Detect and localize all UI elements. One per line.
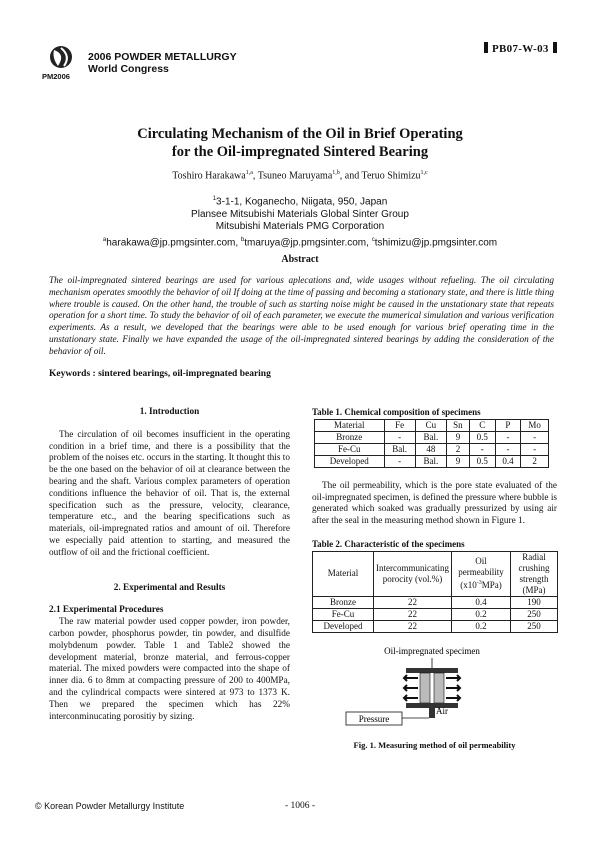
table-cell: 22 (374, 608, 452, 620)
table-cell: 2 (521, 455, 549, 467)
table-header: Fe (384, 419, 415, 431)
table-row (313, 608, 558, 620)
table-cell: 0.4 (451, 596, 510, 608)
table-header: Mo (521, 419, 549, 431)
page-number: - 1006 - (284, 801, 316, 811)
table-cell: - (384, 431, 415, 443)
table-cell: Developed (315, 455, 385, 467)
perm-header-post: MPa) (481, 580, 502, 591)
perm-header-pre: Oil permeability (x10 (458, 556, 504, 591)
table-row (315, 431, 549, 443)
author-name: Toshiro Harakawa (172, 170, 246, 182)
table-header: Radial crushing strength (MPa) (510, 551, 557, 596)
affiliation-sup: 1 (212, 196, 217, 202)
author-sup: 1,c (420, 170, 428, 176)
table-header: Cu (415, 419, 446, 431)
table-cell: 0.2 (451, 620, 510, 632)
author-sup: 1,b (332, 170, 340, 176)
figure-label-pressure: Pressure (358, 713, 390, 724)
table-cell: - (384, 455, 415, 467)
author-separator: , (252, 170, 258, 182)
table-row (313, 620, 558, 632)
table-cell: 9 (446, 455, 469, 467)
table-cell: Bronze (313, 596, 374, 608)
table-row (313, 596, 558, 608)
table-row (313, 551, 558, 596)
email-text[interactable]: tmaruya@jp.pmgsinter.com (244, 236, 367, 248)
table-cell: 0.2 (451, 608, 510, 620)
procedures-subheading: 2.1 Experimental Procedures (49, 605, 164, 616)
table-cell: - (495, 443, 521, 455)
table-cell: 22 (374, 596, 452, 608)
right-column (312, 407, 557, 752)
figure-label-specimen: Oil-impregnated specimen (384, 645, 480, 656)
table-header: C (469, 419, 495, 431)
email-sup: a (102, 236, 107, 243)
figure-label-air: Air (436, 705, 448, 716)
left-column (49, 407, 290, 723)
conference-name (88, 51, 237, 75)
table-cell: 48 (415, 443, 446, 455)
intro-paragraph: The circulation of oil becomes insufficient in the operating condition in a brief time, and there is a possibility that the problem of the noises etc. occurs in the starting. It thought this to be the one based on the behavior of oil at clearance between the bearing and the shaft. Various complex parameters of operation conditions influence the behavior of oil. That is, the external specification such as the pressure, velocity, clearance, temperature etc., and the bearing specifications such as materials, oil-impregnated ratios and amount of oil. Therefore we especially paid attention to starting, and measured the outflow of oil and the frictional coefficient. (49, 429, 290, 558)
title-line2: for the Oil-impregnated Sintered Bearing (171, 144, 429, 160)
conference-line1: 2006 POWDER METALLURGY (88, 51, 237, 63)
table-header: P (495, 419, 521, 431)
intro-heading: 1. Introduction (139, 407, 200, 417)
table-cell: Bronze (315, 431, 385, 443)
email-separator: , (366, 236, 372, 248)
table-cell: Bal. (415, 455, 446, 467)
table-header: Material (313, 551, 374, 596)
affiliation-org1: Plansee Mitsubishi Materials Global Sinter Group (191, 208, 409, 220)
email-text[interactable]: tshimizu@jp.pmgsinter.com (374, 236, 498, 248)
figure1-diagram (312, 642, 557, 730)
table-row (315, 443, 549, 455)
permeability-paragraph: The oil permeability, which is the pore state evaluated of the oil-impregnated specimen, is defined the pressure where bubble is generated which soaked was gradually pressurized by using air after the seal in the measuring method shown in Figure 1. (312, 480, 557, 527)
table-header: Material (315, 419, 385, 431)
table-header: Intercommunicating porocity (vol.%) (374, 551, 452, 596)
author-separator: , and (339, 170, 362, 182)
table1-caption: Table 1. Chemical composition of specimens (312, 407, 481, 417)
affiliation-address (0, 193, 600, 209)
table-cell: 9 (446, 431, 469, 443)
author-sup: 1,a (245, 170, 253, 176)
table-cell: - (521, 431, 549, 443)
email-separator: , (235, 236, 241, 248)
table-cell: - (495, 431, 521, 443)
table-cell: 190 (510, 596, 557, 608)
table-cell: Fe-Cu (315, 443, 385, 455)
table1 (314, 419, 549, 468)
paper-id-text: PB07-W-03 (492, 43, 549, 55)
address-text: 3-1-1, Koganecho, Niigata, 950, Japan (216, 196, 388, 208)
table-cell: Developed (313, 620, 374, 632)
email-sup: c (371, 236, 375, 243)
table-cell: 0.4 (495, 455, 521, 467)
table2 (312, 551, 558, 633)
table-row (315, 419, 549, 431)
table-header: Sn (446, 419, 469, 431)
table-cell: 0.5 (469, 431, 495, 443)
title-line1: Circulating Mechanism of the Oil in Brief Operating (137, 126, 463, 142)
copyright: © Korean Powder Metallurgy Institute (35, 801, 185, 811)
logo-text: PM2006 (42, 72, 70, 81)
email-sup: b (240, 236, 245, 243)
author-name: Tsuneo Maruyama (257, 170, 333, 182)
abstract-text: The oil-impregnated sintered bearings are used for various aplecations and, wide usages without refueling. The oil circulating mechanism operates smoothly the behavior of oil If doing at the time of passing and becoming a stationary state, and there is little thing where trouble is caused. On the other hand, the trouble of such as starting noise might be caused in the unstationary state that repeats operation for a short time. To study the behavior of oil of each parameter, we execute the mumerical simulation and various verification experiments. As a result, we developed that the bearings were able to be used enough for various brief operating time in the unstationary state. Finally we have expanded the usage of the oil-impregnated sintered bearings by adding the consideration of the behavior of oil. (49, 276, 554, 357)
table-cell: 2 (446, 443, 469, 455)
keywords: Keywords : sintered bearings, oil-impregnated bearing (49, 369, 271, 379)
author-name: Teruo Shimizu (361, 170, 421, 182)
paper-title (0, 125, 600, 161)
affiliation-emails (0, 234, 600, 250)
table-cell: Fe-Cu (313, 608, 374, 620)
table-cell: 0.5 (469, 455, 495, 467)
table-cell: 250 (510, 608, 557, 620)
table-cell: Bal. (415, 431, 446, 443)
abstract-heading: Abstract (281, 254, 319, 265)
figure1-caption: Fig. 1. Measuring method of oil permeability (353, 739, 516, 750)
perm-header-sup: -3 (476, 580, 482, 587)
table-cell: - (469, 443, 495, 455)
email-text[interactable]: harakawa@jp.pmgsinter.com (106, 236, 236, 248)
table-row (315, 455, 549, 467)
table-cell: 250 (510, 620, 557, 632)
experimental-heading: 2. Experimental and Results (113, 582, 226, 593)
affiliation-org2: Mitsubishi Materials PMG Corporation (215, 221, 385, 233)
paper-id-badge (480, 42, 561, 55)
procedures-paragraph: The raw material powder used copper powder, iron powder, carbon powder, phosphorus powder, tin powder, and disulfide molybdenum powder. Table 1 and Table2 showed the development material, bronze material, and ferrous-copper material. The mixed powders were compacted into the shape of inner dia. 6 to 8mm at compacting pressure of 200 to 400MPa, and the cylindrical compacts were sintered at 973 to 1373 K. Then we prepared the specimen which has 22% interconminucating porositiy by sizing. (49, 617, 290, 722)
author-list (0, 170, 600, 181)
conference-line2: World Congress (88, 63, 169, 75)
table-cell: - (521, 443, 549, 455)
table-header (451, 551, 510, 596)
table2-caption: Table 2. Characteristic of the specimens (312, 538, 465, 549)
affiliation (0, 193, 600, 249)
table-cell: 22 (374, 620, 452, 632)
table-cell: Bal. (384, 443, 415, 455)
